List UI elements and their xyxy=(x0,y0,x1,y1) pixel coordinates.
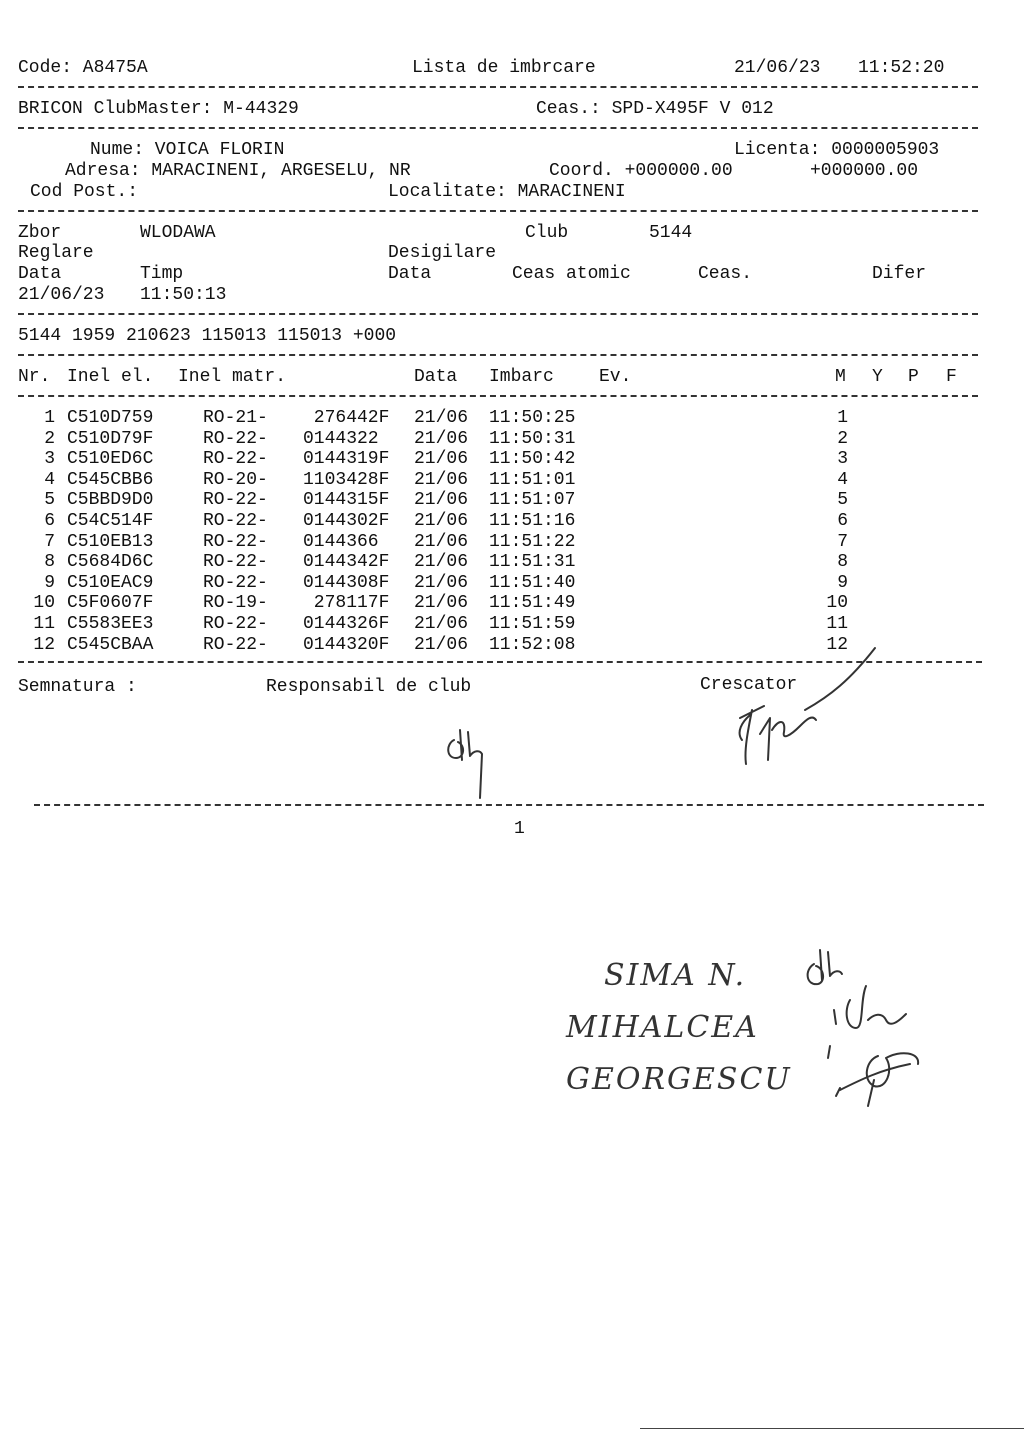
row-ring-prefix: RO-22- xyxy=(203,490,268,511)
row-ring-number: 0144308F xyxy=(303,572,390,593)
divider xyxy=(18,395,978,397)
handwritten-name-1: SIMA N. xyxy=(604,958,747,993)
row-m: 8 xyxy=(837,552,848,573)
col-header-ev: Ev. xyxy=(599,367,632,387)
handwritten-initials-icon xyxy=(790,940,930,1110)
row-ring-number: 0144315F xyxy=(303,490,390,511)
col-header-f: F xyxy=(946,367,957,387)
row-ring-prefix: RO-22- xyxy=(203,449,268,470)
print-date: 21/06/23 xyxy=(734,58,821,78)
divider xyxy=(34,804,984,806)
row-inel-el: C510ED6C xyxy=(67,449,154,470)
row-ring-prefix: RO-22- xyxy=(203,614,268,634)
row-inel-el: C5F0607F xyxy=(67,593,154,614)
row-ring-prefix: RO-21- xyxy=(203,408,268,428)
code-label: Code: A8475A xyxy=(18,58,148,78)
row-m: 9 xyxy=(837,572,848,593)
row-time: 11:51:01 xyxy=(489,469,576,490)
row-ring-prefix: RO-22- xyxy=(203,572,268,593)
divider xyxy=(18,354,978,356)
fancier-name: Nume: VOICA FLORIN xyxy=(90,140,285,160)
scan-edge-line xyxy=(640,1428,1024,1429)
row-ring-number: 0144320F xyxy=(303,634,390,655)
row-nr: 2 xyxy=(44,428,55,449)
divider xyxy=(18,313,978,315)
desigilare-label: Desigilare xyxy=(388,243,497,263)
row-ring-prefix: RO-22- xyxy=(203,531,268,552)
row-nr: 11 xyxy=(33,614,55,634)
row-nr: 12 xyxy=(33,634,55,655)
row-inel-el: C545CBB6 xyxy=(67,469,154,490)
row-date: 21/06 xyxy=(414,634,469,655)
row-nr: 4 xyxy=(44,469,55,490)
row-m: 4 xyxy=(837,469,848,490)
row-ring-number: 1103428F xyxy=(303,469,390,490)
reglare-label: Reglare xyxy=(18,243,94,263)
license-number: Licenta: 0000005903 xyxy=(734,140,940,160)
clock-label: Ceas.: SPD-X495F V 012 xyxy=(536,99,774,119)
crescator-signature-icon xyxy=(720,640,880,770)
row-inel-el: C54C514F xyxy=(67,511,154,531)
page-number: 1 xyxy=(514,819,525,839)
row-time: 11:50:42 xyxy=(489,449,576,470)
row-time: 11:51:49 xyxy=(489,593,576,614)
responsabil-label: Responsabil de club xyxy=(266,677,472,697)
row-ring-prefix: RO-19- xyxy=(203,593,268,614)
data-label: Data xyxy=(18,264,62,284)
col-header-imbarc: Imbarc xyxy=(489,367,554,387)
col-header-y: Y xyxy=(872,367,883,387)
row-nr: 6 xyxy=(44,511,55,531)
row-inel-el: C510EAC9 xyxy=(67,572,154,593)
row-nr: 9 xyxy=(44,572,55,593)
row-nr: 8 xyxy=(44,552,55,573)
row-date: 21/06 xyxy=(414,408,469,428)
row-inel-el: C510EB13 xyxy=(67,531,154,552)
club-value: 5144 xyxy=(649,223,693,243)
reglare-date: 21/06/23 xyxy=(18,285,105,305)
row-inel-el: C5684D6C xyxy=(67,552,154,573)
handwritten-name-3: GEORGESCU xyxy=(566,1062,792,1097)
row-date: 21/06 xyxy=(414,593,469,614)
row-m: 2 xyxy=(837,428,848,449)
data2-label: Data xyxy=(388,264,432,284)
responsabil-signature-icon xyxy=(440,720,500,800)
col-header-inel-matr: Inel matr. xyxy=(178,367,287,387)
row-m: 11 xyxy=(826,614,848,634)
row-m: 3 xyxy=(837,449,848,470)
row-date: 21/06 xyxy=(414,531,469,552)
col-header-p: P xyxy=(908,367,919,387)
row-ring-prefix: RO-22- xyxy=(203,428,268,449)
row-ring-number: 0144322 xyxy=(303,428,379,449)
row-time: 11:50:25 xyxy=(489,408,576,428)
row-date: 21/06 xyxy=(414,614,469,634)
summary-line: 5144 1959 210623 115013 115013 +000 xyxy=(18,326,397,346)
clubmaster-label: BRICON ClubMaster: M-44329 xyxy=(18,99,299,119)
row-time: 11:52:08 xyxy=(489,634,576,655)
zbor-value: WLODAWA xyxy=(140,223,216,243)
row-ring-prefix: RO-22- xyxy=(203,552,268,573)
row-m: 5 xyxy=(837,490,848,511)
row-date: 21/06 xyxy=(414,552,469,573)
col-header-nr: Nr. xyxy=(18,367,51,387)
col-header-m: M xyxy=(835,367,846,387)
row-m: 1 xyxy=(837,408,848,428)
row-date: 21/06 xyxy=(414,490,469,511)
row-ring-prefix: RO-22- xyxy=(203,511,268,531)
row-inel-el: C510D79F xyxy=(67,428,154,449)
row-time: 11:51:16 xyxy=(489,511,576,531)
row-nr: 1 xyxy=(44,408,55,428)
row-nr: 10 xyxy=(33,593,55,614)
row-time: 11:51:07 xyxy=(489,490,576,511)
row-nr: 3 xyxy=(44,449,55,470)
row-date: 21/06 xyxy=(414,449,469,470)
row-inel-el: C5583EE3 xyxy=(67,614,154,634)
zbor-label: Zbor xyxy=(18,223,62,243)
fancier-address: Adresa: MARACINENI, ARGESELU, NR xyxy=(65,161,411,181)
difer-label: Difer xyxy=(872,264,927,284)
row-ring-number: 278117F xyxy=(303,593,390,614)
row-nr: 7 xyxy=(44,531,55,552)
row-inel-el: C5BBD9D0 xyxy=(67,490,154,511)
print-time: 11:52:20 xyxy=(858,58,945,78)
timp-label: Timp xyxy=(140,264,184,284)
locality: Localitate: MARACINENI xyxy=(388,182,626,202)
semnatura-label: Semnatura : xyxy=(18,677,137,697)
row-time: 11:51:22 xyxy=(489,531,576,552)
row-date: 21/06 xyxy=(414,428,469,449)
divider xyxy=(18,86,978,88)
row-date: 21/06 xyxy=(414,511,469,531)
divider xyxy=(18,210,978,212)
row-time: 11:51:59 xyxy=(489,614,576,634)
row-ring-prefix: RO-20- xyxy=(203,469,268,490)
ceas-label: Ceas. xyxy=(698,264,753,284)
crescator-label: Crescator xyxy=(700,675,798,695)
col-header-inel-el: Inel el. xyxy=(67,367,154,387)
document-title: Lista de imbrcare xyxy=(412,58,596,78)
row-time: 11:51:40 xyxy=(489,572,576,593)
row-ring-prefix: RO-22- xyxy=(203,634,268,655)
row-m: 10 xyxy=(826,593,848,614)
handwritten-name-2: MIHALCEA xyxy=(566,1010,759,1045)
postal-code: Cod Post.: xyxy=(30,182,139,202)
row-time: 11:50:31 xyxy=(489,428,576,449)
row-ring-number: 276442F xyxy=(303,408,390,428)
coord-lon: +000000.00 xyxy=(810,161,919,181)
row-ring-number: 0144366 xyxy=(303,531,379,552)
ceas-atomic-label: Ceas atomic xyxy=(512,264,631,284)
coord-lat: Coord. +000000.00 xyxy=(549,161,733,181)
row-date: 21/06 xyxy=(414,469,469,490)
row-ring-number: 0144326F xyxy=(303,614,390,634)
row-nr: 5 xyxy=(44,490,55,511)
row-inel-el: C545CBAA xyxy=(67,634,154,655)
col-header-data: Data xyxy=(414,367,458,387)
row-date: 21/06 xyxy=(414,572,469,593)
row-inel-el: C510D759 xyxy=(67,408,154,428)
club-label: Club xyxy=(525,223,569,243)
row-m: 7 xyxy=(837,531,848,552)
row-m: 12 xyxy=(826,634,848,655)
row-time: 11:51:31 xyxy=(489,552,576,573)
divider xyxy=(18,127,978,129)
row-ring-number: 0144319F xyxy=(303,449,390,470)
row-ring-number: 0144342F xyxy=(303,552,390,573)
reglare-time: 11:50:13 xyxy=(140,285,227,305)
row-m: 6 xyxy=(837,511,848,531)
row-ring-number: 0144302F xyxy=(303,511,390,531)
